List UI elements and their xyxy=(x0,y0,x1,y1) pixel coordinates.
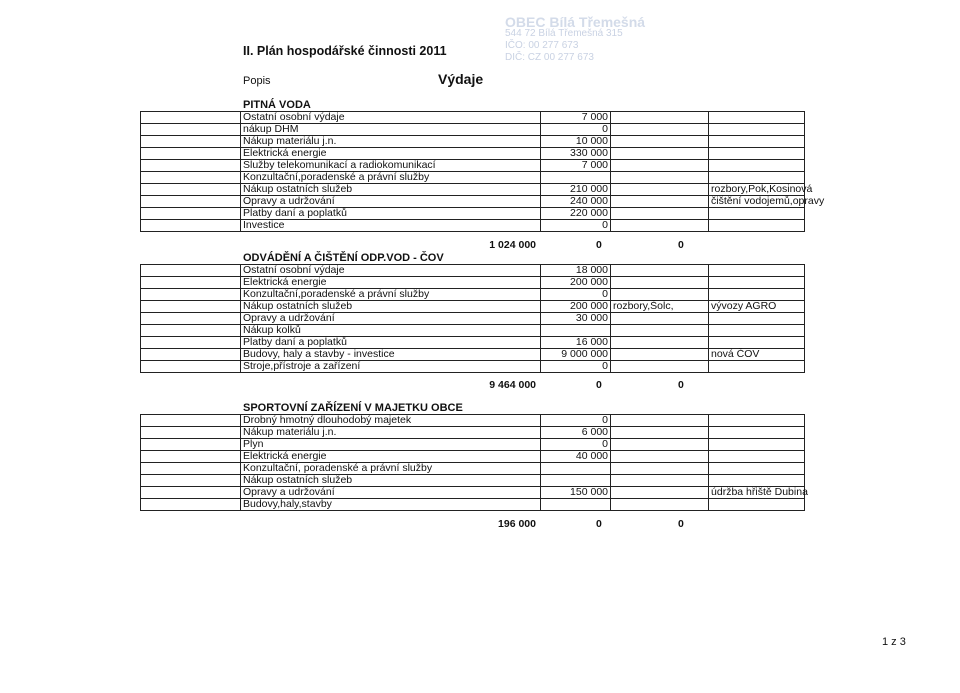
row-note-2 xyxy=(709,463,805,475)
row-note-1 xyxy=(611,265,709,277)
row-note-1: rozbory,Šolc, xyxy=(611,301,709,313)
page-title: II. Plán hospodářské činnosti 2011 xyxy=(243,44,447,58)
table-row xyxy=(141,136,805,148)
row-note-1 xyxy=(611,475,709,487)
row-note-1 xyxy=(611,277,709,289)
row-label: Nákup materiálu j.n. xyxy=(241,427,541,439)
row-label: Ostatní osobní výdaje xyxy=(241,112,541,124)
row-amount: 200 000 xyxy=(541,301,611,313)
row-label: Elektrická energie xyxy=(241,148,541,160)
blank-cell xyxy=(141,337,241,349)
blank-cell xyxy=(141,499,241,511)
row-note-2 xyxy=(709,124,805,136)
row-note-1 xyxy=(611,208,709,220)
blank-cell xyxy=(141,265,241,277)
blank-cell xyxy=(141,136,241,148)
row-amount xyxy=(541,463,611,475)
row-amount: 150 000 xyxy=(541,487,611,499)
blank-cell xyxy=(141,301,241,313)
row-label: Konzultační,poradenské a právní služby xyxy=(241,172,541,184)
table-row xyxy=(141,463,805,475)
row-note-2 xyxy=(709,475,805,487)
row-label: Služby telekomunikací a radiokomunikací xyxy=(241,160,541,172)
stamp-line-2: 544 72 Bílá Třemešná 315 xyxy=(505,28,623,39)
row-amount xyxy=(541,499,611,511)
row-amount: 210 000 xyxy=(541,184,611,196)
row-label: Nákup materiálu j.n. xyxy=(241,136,541,148)
row-note-1 xyxy=(611,112,709,124)
row-amount: 0 xyxy=(541,415,611,427)
row-note-1 xyxy=(611,160,709,172)
blank-cell xyxy=(141,160,241,172)
table-row xyxy=(141,499,805,511)
row-label: Nákup ostatních služeb xyxy=(241,184,541,196)
row-note-2 xyxy=(709,439,805,451)
row-note-2 xyxy=(709,337,805,349)
row-amount: 16 000 xyxy=(541,337,611,349)
row-note-1 xyxy=(611,463,709,475)
table-row xyxy=(141,184,805,196)
table-row xyxy=(141,451,805,463)
row-note-1 xyxy=(611,361,709,373)
row-amount: 0 xyxy=(541,220,611,232)
row-note-1 xyxy=(611,325,709,337)
total-col-4: 0 xyxy=(678,379,684,391)
stamp-line-3: IČO: 00 277 673 xyxy=(505,40,579,51)
row-amount: 10 000 xyxy=(541,136,611,148)
row-label: Budovy, haly a stavby - investice xyxy=(241,349,541,361)
row-note-2 xyxy=(709,265,805,277)
row-note-1 xyxy=(611,337,709,349)
page-number: 1 z 3 xyxy=(882,636,906,648)
blank-cell xyxy=(141,325,241,337)
popis-label: Popis xyxy=(243,75,271,87)
blank-cell xyxy=(141,451,241,463)
total-amount: 1 024 000 xyxy=(489,239,536,251)
row-label: Nákup ostatních služeb xyxy=(241,301,541,313)
row-note-1 xyxy=(611,439,709,451)
row-amount: 7 000 xyxy=(541,112,611,124)
row-note-1 xyxy=(611,427,709,439)
row-note-1 xyxy=(611,313,709,325)
table-row xyxy=(141,349,805,361)
row-note-1 xyxy=(611,196,709,208)
table-row xyxy=(141,112,805,124)
table-row xyxy=(141,313,805,325)
row-note-1 xyxy=(611,148,709,160)
row-amount: 330 000 xyxy=(541,148,611,160)
row-amount: 30 000 xyxy=(541,313,611,325)
row-note-2 xyxy=(709,136,805,148)
blank-cell xyxy=(141,361,241,373)
row-note-2: nová ČOV xyxy=(709,349,805,361)
blank-cell xyxy=(141,463,241,475)
stamp-line-1: OBEC Bílá Třemešná xyxy=(505,14,646,30)
blank-cell xyxy=(141,124,241,136)
row-note-2 xyxy=(709,289,805,301)
total-col-4: 0 xyxy=(678,518,684,530)
row-amount: 0 xyxy=(541,439,611,451)
section-title-sportovni: SPORTOVNÍ ZAŘÍZENÍ V MAJETKU OBCE xyxy=(243,402,463,414)
row-label: Plyn xyxy=(241,439,541,451)
table-row xyxy=(141,487,805,499)
row-note-1 xyxy=(611,415,709,427)
table-row xyxy=(141,427,805,439)
table-row xyxy=(141,196,805,208)
row-note-2 xyxy=(709,451,805,463)
total-col-3: 0 xyxy=(596,239,602,251)
row-note-1 xyxy=(611,220,709,232)
row-note-2 xyxy=(709,148,805,160)
row-note-2: rozbory,Pok,Kosinová xyxy=(709,184,805,196)
row-note-2 xyxy=(709,499,805,511)
total-col-3: 0 xyxy=(596,518,602,530)
row-label: Investice xyxy=(241,220,541,232)
row-label: Elektrická energie xyxy=(241,451,541,463)
row-label: Opravy a udržování xyxy=(241,313,541,325)
table-row xyxy=(141,277,805,289)
row-amount: 240 000 xyxy=(541,196,611,208)
table-row xyxy=(141,208,805,220)
row-note-1 xyxy=(611,184,709,196)
row-label: Nákup kolků xyxy=(241,325,541,337)
row-note-2 xyxy=(709,160,805,172)
row-note-2: vývozy AGRO xyxy=(709,301,805,313)
row-amount: 0 xyxy=(541,124,611,136)
row-amount: 9 000 000 xyxy=(541,349,611,361)
row-amount: 0 xyxy=(541,289,611,301)
table-row xyxy=(141,124,805,136)
blank-cell xyxy=(141,148,241,160)
row-label: Ostatní osobní výdaje xyxy=(241,265,541,277)
row-label: Opravy a udržování xyxy=(241,196,541,208)
blank-cell xyxy=(141,487,241,499)
row-note-2: údržba hřiště Dubina xyxy=(709,487,805,499)
row-label: Elektrická energie xyxy=(241,277,541,289)
blank-cell xyxy=(141,349,241,361)
table-row xyxy=(141,220,805,232)
row-label: Konzultační, poradenské a právní služby xyxy=(241,463,541,475)
row-label: Konzultační,poradenské a právní služby xyxy=(241,289,541,301)
row-note-1 xyxy=(611,136,709,148)
table-row xyxy=(141,361,805,373)
row-label: Budovy,haly,stavby xyxy=(241,499,541,511)
row-amount: 200 000 xyxy=(541,277,611,289)
blank-cell xyxy=(141,439,241,451)
row-amount: 6 000 xyxy=(541,427,611,439)
table-row xyxy=(141,337,805,349)
table-odvadeni xyxy=(140,264,805,373)
blank-cell xyxy=(141,184,241,196)
row-note-2 xyxy=(709,325,805,337)
row-note-1 xyxy=(611,349,709,361)
row-note-1 xyxy=(611,289,709,301)
blank-cell xyxy=(141,172,241,184)
table-row xyxy=(141,325,805,337)
total-amount: 9 464 000 xyxy=(489,379,536,391)
blank-cell xyxy=(141,277,241,289)
row-amount: 40 000 xyxy=(541,451,611,463)
municipal-stamp xyxy=(505,16,665,78)
blank-cell xyxy=(141,208,241,220)
stamp-line-4: DIČ: CZ 00 277 673 xyxy=(505,52,594,63)
row-note-2 xyxy=(709,361,805,373)
row-note-2 xyxy=(709,313,805,325)
vydaje-label: Výdaje xyxy=(438,71,484,87)
blank-cell xyxy=(141,196,241,208)
row-note-2 xyxy=(709,208,805,220)
row-amount: 0 xyxy=(541,361,611,373)
row-note-1 xyxy=(611,487,709,499)
blank-cell xyxy=(141,289,241,301)
row-note-1 xyxy=(611,124,709,136)
section-title-odvadeni: ODVÁDĚNÍ A ČIŠTĚNÍ ODP.VOD - ČOV xyxy=(243,252,444,264)
table-row xyxy=(141,289,805,301)
row-label: Drobný hmotný dlouhodobý majetek xyxy=(241,415,541,427)
row-amount xyxy=(541,172,611,184)
row-note-1 xyxy=(611,499,709,511)
table-row xyxy=(141,439,805,451)
table-row xyxy=(141,160,805,172)
table-row xyxy=(141,265,805,277)
table-row xyxy=(141,301,805,313)
table-sportovni xyxy=(140,414,808,511)
row-label: Stroje,přístroje a zařízení xyxy=(241,361,541,373)
row-label: Opravy a udržování xyxy=(241,487,541,499)
row-amount: 220 000 xyxy=(541,208,611,220)
row-note-2 xyxy=(709,277,805,289)
row-amount xyxy=(541,325,611,337)
table-row xyxy=(141,172,805,184)
row-note-2 xyxy=(709,172,805,184)
blank-cell xyxy=(141,427,241,439)
blank-cell xyxy=(141,220,241,232)
table-row xyxy=(141,475,805,487)
row-note-2 xyxy=(709,427,805,439)
row-label: nákup DHM xyxy=(241,124,541,136)
row-note-1 xyxy=(611,451,709,463)
row-note-2 xyxy=(709,112,805,124)
table-pitna-voda xyxy=(140,111,825,232)
table-row xyxy=(141,415,805,427)
blank-cell xyxy=(141,112,241,124)
blank-cell xyxy=(141,313,241,325)
row-note-1 xyxy=(611,172,709,184)
total-col-4: 0 xyxy=(678,239,684,251)
total-col-3: 0 xyxy=(596,379,602,391)
row-note-2: čištění vodojemů,opravy xyxy=(709,196,805,208)
row-label: Platby daní a poplatků xyxy=(241,337,541,349)
table-row xyxy=(141,148,805,160)
row-amount: 18 000 xyxy=(541,265,611,277)
blank-cell xyxy=(141,475,241,487)
row-label: Platby daní a poplatků xyxy=(241,208,541,220)
total-amount: 196 000 xyxy=(498,518,536,530)
row-note-2 xyxy=(709,220,805,232)
row-note-2 xyxy=(709,415,805,427)
row-label: Nákup ostatních služeb xyxy=(241,475,541,487)
blank-cell xyxy=(141,415,241,427)
row-amount: 7 000 xyxy=(541,160,611,172)
section-title-pitna-voda: PITNÁ VODA xyxy=(243,99,311,111)
row-amount xyxy=(541,475,611,487)
